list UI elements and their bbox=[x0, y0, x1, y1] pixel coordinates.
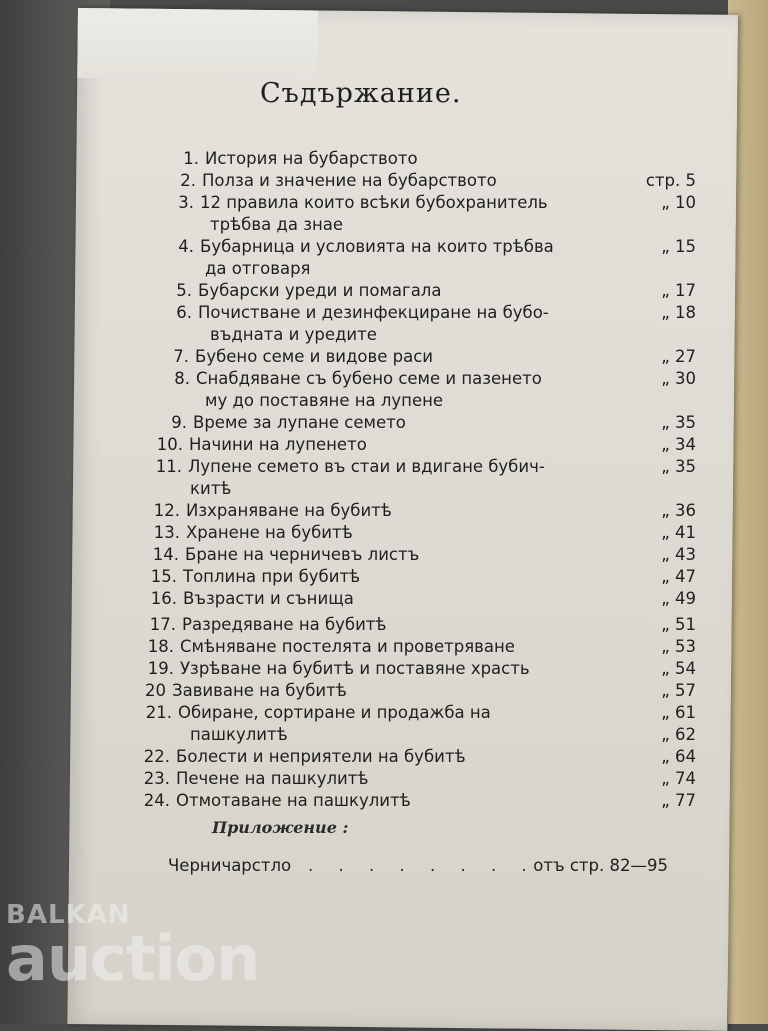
toc-entry-number: 20 bbox=[145, 681, 166, 700]
toc-entry-page: „ 49 bbox=[661, 589, 696, 608]
toc-entry-page: „ 74 bbox=[661, 769, 696, 788]
toc-entry bbox=[143, 746, 466, 768]
toc-entry-page: „ 61 bbox=[661, 703, 696, 722]
toc-entry bbox=[156, 434, 367, 456]
toc-entry-number: 16. bbox=[150, 589, 177, 608]
toc-entry-number: 9. bbox=[171, 413, 187, 432]
toc-entry-number: 5. bbox=[176, 281, 192, 300]
toc-entry-number: 7. bbox=[173, 347, 189, 366]
toc-entry-number: 3. bbox=[178, 193, 194, 212]
toc-entry-title: китѣ bbox=[190, 479, 232, 498]
toc-entry-number: 4. bbox=[178, 237, 194, 256]
page-title: Съдържание. bbox=[260, 78, 462, 109]
toc-entry bbox=[145, 680, 347, 702]
toc-entry-title: Бране на черничевъ листъ bbox=[185, 545, 420, 564]
toc-entry bbox=[155, 456, 545, 478]
toc-entry-number: 15. bbox=[150, 567, 177, 586]
toc-entry-title: Отмотаване на пашкулитѣ bbox=[176, 791, 411, 810]
toc-entry-title: Начини на лупенето bbox=[189, 435, 367, 454]
toc-entry-number: 10. bbox=[156, 435, 183, 454]
toc-entry bbox=[147, 636, 515, 658]
toc-entry-title: 12 правила които всѣки бубохранитель bbox=[200, 193, 548, 212]
appendix-row bbox=[168, 856, 668, 880]
toc-entry-page: „ 43 bbox=[661, 545, 696, 564]
toc-entry-title: пашкулитѣ bbox=[190, 725, 288, 744]
toc-entry-number: 19. bbox=[147, 659, 174, 678]
toc-entry-page: „ 10 bbox=[661, 193, 696, 212]
toc-entry-number: 2. bbox=[180, 171, 196, 190]
toc-entry-page: „ 64 bbox=[661, 747, 696, 766]
toc-entry bbox=[176, 280, 442, 302]
toc-entry-page: „ 15 bbox=[661, 237, 696, 256]
toc-entry-number: 6. bbox=[176, 303, 192, 322]
toc-entry-title: Завиване на бубитѣ bbox=[172, 681, 347, 700]
toc-entry-title: Бубарски уреди и помагала bbox=[198, 281, 442, 300]
toc-entry-page: „ 35 bbox=[661, 457, 696, 476]
toc-entry-page: „ 62 bbox=[661, 725, 696, 744]
appendix-pages: отъ стр. 82—95 bbox=[533, 856, 668, 875]
toc-entry-number: 8. bbox=[174, 369, 190, 388]
toc-entry bbox=[183, 148, 418, 170]
toc-entry-title: Обиране, сортиране и продажба на bbox=[178, 703, 491, 722]
toc-entry bbox=[190, 724, 288, 746]
appendix-heading: Приложение : bbox=[212, 818, 349, 837]
toc-entry-page: „ 53 bbox=[661, 637, 696, 656]
appendix-item: Черничарстло bbox=[168, 856, 292, 875]
toc-entry-page: „ 17 bbox=[661, 281, 696, 300]
toc-entry bbox=[153, 500, 392, 522]
toc-entry-number: 18. bbox=[147, 637, 174, 656]
toc-entry bbox=[171, 412, 406, 434]
toc-entry-page: „ 30 bbox=[661, 369, 696, 388]
toc-entry-number: 17. bbox=[149, 615, 176, 634]
toc-entry bbox=[176, 302, 549, 324]
toc-entry bbox=[150, 588, 354, 610]
toc-entry-page: „ 36 bbox=[661, 501, 696, 520]
toc-entry-page: „ 57 bbox=[661, 681, 696, 700]
toc-entry-page: „ 27 bbox=[661, 347, 696, 366]
toc-entry-title: Хранене на бубитѣ bbox=[186, 523, 353, 542]
toc-entry bbox=[150, 566, 361, 588]
toc-entry bbox=[190, 478, 231, 500]
toc-entry bbox=[205, 258, 310, 280]
toc-entry-number: 14. bbox=[152, 545, 179, 564]
toc-entry-title: Възрасти и сънища bbox=[183, 589, 354, 608]
toc-entry-number: 11. bbox=[155, 457, 182, 476]
toc-entry-title: Печене на пашкулитѣ bbox=[176, 769, 369, 788]
toc-entry-page: „ 18 bbox=[661, 303, 696, 322]
toc-entry bbox=[149, 614, 387, 636]
toc-entry-page: „ 77 bbox=[661, 791, 696, 810]
toc-entry-number: 13. bbox=[153, 523, 180, 542]
toc-entry-page: „ 51 bbox=[661, 615, 696, 634]
toc-entry-title: му до поставяне на лупене bbox=[205, 391, 444, 410]
watermark-top: BALKAN bbox=[6, 900, 131, 930]
toc-entry-title: Бубено семе и видове раси bbox=[195, 347, 434, 366]
toc-entry bbox=[153, 522, 353, 544]
toc-entry-title: въдната и уредите bbox=[210, 325, 377, 344]
toc-entry bbox=[147, 658, 530, 680]
toc-entry-title: Смѣняване постелята и проветряване bbox=[180, 637, 515, 656]
appendix-leader: . . . . . . . . bbox=[308, 856, 537, 875]
toc-entry bbox=[143, 768, 369, 790]
toc-entry-title: Болести и неприятели на бубитѣ bbox=[176, 747, 466, 766]
toc-entry-title: История на бубарството bbox=[205, 149, 418, 168]
toc-entry-number: 12. bbox=[153, 501, 180, 520]
toc-entry bbox=[205, 390, 443, 412]
toc-entry-number: 24. bbox=[143, 791, 170, 810]
toc-entry bbox=[173, 346, 434, 368]
toc-entry-number: 21. bbox=[145, 703, 172, 722]
toc-entry-title: Топлина при бубитѣ bbox=[183, 567, 361, 586]
toc-entry bbox=[152, 544, 420, 566]
toc-entry bbox=[143, 790, 411, 812]
toc-entry-title: да отговаря bbox=[205, 259, 311, 278]
toc-entry bbox=[210, 214, 343, 236]
toc-entry-number: 1. bbox=[183, 149, 199, 168]
watermark-bottom: auction bbox=[6, 922, 260, 995]
toc-entry-title: Бубарница и условията на които трѣбва bbox=[200, 237, 554, 256]
toc-entry-number: 23. bbox=[143, 769, 170, 788]
toc-entry bbox=[210, 324, 377, 346]
toc-entry-page: „ 35 bbox=[661, 413, 696, 432]
toc-entry-page: „ 47 bbox=[661, 567, 696, 586]
toc-entry bbox=[180, 170, 497, 192]
toc-entry bbox=[178, 236, 554, 258]
toc-entry-page: стр. 5 bbox=[645, 171, 696, 190]
toc-entry bbox=[178, 192, 548, 214]
toc-entry-page: „ 54 bbox=[661, 659, 696, 678]
toc-entry-title: Узрѣване на бубитѣ и поставяне храсть bbox=[180, 659, 530, 678]
watermark-logo bbox=[6, 900, 260, 995]
toc-entry-title: Изхраняване на бубитѣ bbox=[186, 501, 392, 520]
toc-entry bbox=[174, 368, 542, 390]
toc-entry-title: Време за лупане семето bbox=[193, 413, 406, 432]
toc-entry-title: Почистване и дезинфекциране на бубо- bbox=[198, 303, 549, 322]
toc-entry-title: Снабдяване съ бубено семе и пазенето bbox=[196, 369, 542, 388]
toc-entry-title: Лупене семето въ стаи и вдигане бубич- bbox=[188, 457, 545, 476]
toc-entry-title: Полза и значение на бубарството bbox=[202, 171, 497, 190]
toc-entry bbox=[145, 702, 491, 724]
toc-entry-number: 22. bbox=[143, 747, 170, 766]
toc-entry-page: „ 41 bbox=[661, 523, 696, 542]
toc-entry-title: трѣбва да знае bbox=[210, 215, 344, 234]
toc-entry-title: Разредяване на бубитѣ bbox=[182, 615, 387, 634]
toc-entry-page: „ 34 bbox=[661, 435, 696, 454]
